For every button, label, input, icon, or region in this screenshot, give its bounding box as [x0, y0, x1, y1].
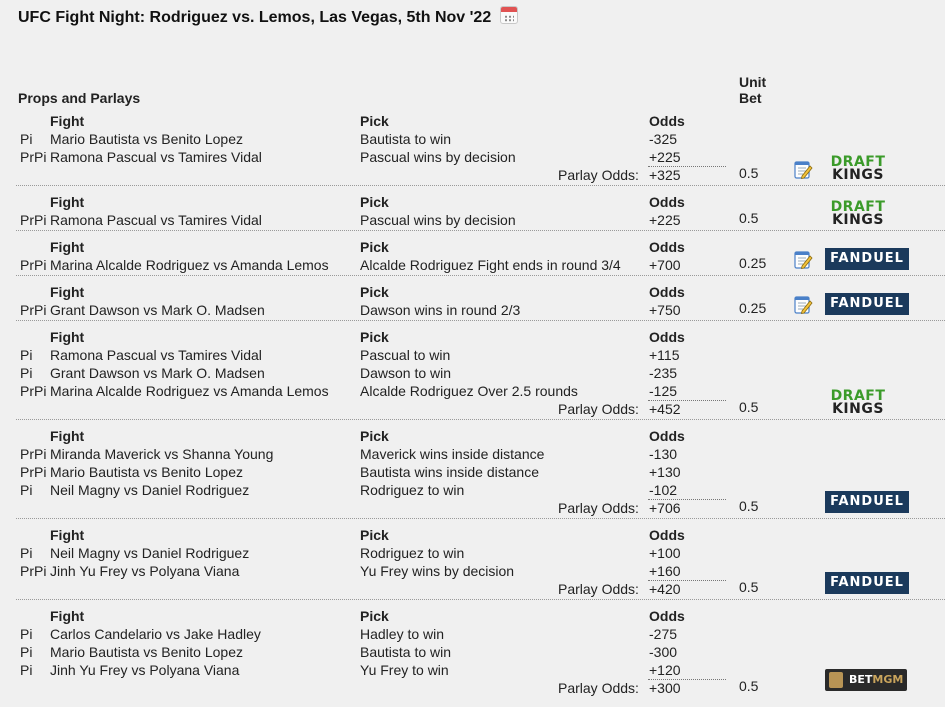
leg-pick: Bautista wins inside distance	[360, 464, 539, 480]
unit-bet-value: 0.5	[739, 678, 759, 694]
leg-pick: Hadley to win	[360, 626, 445, 642]
leg-fight: Marina Alcalde Rodriguez vs Amanda Lemos	[50, 257, 329, 273]
draftkings-logo-line2: KINGS	[832, 167, 884, 183]
block-separator	[16, 320, 945, 321]
column-header-fight: Fight	[50, 113, 85, 129]
leg-type: Pi	[20, 545, 33, 561]
leg-fight: Jinh Yu Frey vs Polyana Viana	[50, 563, 240, 579]
leg-odds: -102	[649, 482, 678, 498]
column-header-fight: Fight	[50, 428, 85, 444]
leg-fight: Grant Dawson vs Mark O. Madsen	[50, 365, 265, 381]
unit-bet-header-line1: Unit	[739, 74, 767, 90]
leg-type: Pi	[20, 131, 33, 147]
page-title	[18, 6, 518, 27]
column-header-odds: Odds	[649, 329, 685, 345]
section-title: Props and Parlays	[18, 90, 141, 106]
column-header-fight: Fight	[50, 527, 85, 543]
block-separator	[16, 230, 945, 231]
page-title-text: UFC Fight Night: Rodriguez vs. Lemos, Las Vegas, 5th Nov '22	[18, 9, 492, 26]
unit-bet-value: 0.25	[739, 300, 767, 316]
notepad-icon[interactable]	[793, 160, 813, 180]
fanduel-logo[interactable]: FANDUEL	[825, 491, 909, 513]
column-header-fight: Fight	[50, 608, 85, 624]
leg-pick: Bautista to win	[360, 131, 452, 147]
notepad-icon[interactable]	[793, 295, 813, 315]
leg-odds: -275	[649, 626, 678, 642]
draftkings-logo-line1: DRAFT	[830, 199, 886, 215]
calendar-icon	[500, 6, 518, 24]
parlay-odds-value: +325	[649, 167, 681, 183]
parlay-odds-label: Parlay Odds:	[558, 581, 639, 597]
leg-pick: Yu Frey wins by decision	[360, 563, 515, 579]
leg-fight: Ramona Pascual vs Tamires Vidal	[50, 347, 262, 363]
leg-pick: Pascual wins by decision	[360, 149, 516, 165]
leg-type: PrPi	[20, 212, 47, 228]
leg-fight: Mario Bautista vs Benito Lopez	[50, 131, 243, 147]
leg-odds: -125	[649, 383, 678, 399]
leg-fight: Neil Magny vs Daniel Rodriguez	[50, 545, 250, 561]
column-header-fight: Fight	[50, 329, 85, 345]
leg-pick: Yu Frey to win	[360, 662, 449, 678]
parlay-odds-label: Parlay Odds:	[558, 401, 639, 417]
unit-bet-value: 0.25	[739, 255, 767, 271]
leg-type: PrPi	[20, 563, 47, 579]
leg-odds: +120	[649, 662, 681, 678]
unit-bet-value: 0.5	[739, 498, 759, 514]
block-separator	[16, 518, 945, 519]
column-header-pick: Pick	[360, 113, 389, 129]
leg-pick: Alcalde Rodriguez Over 2.5 rounds	[360, 383, 578, 399]
leg-type: Pi	[20, 662, 33, 678]
column-header-odds: Odds	[649, 284, 685, 300]
leg-type: PrPi	[20, 257, 47, 273]
leg-odds: -130	[649, 446, 678, 462]
leg-type: Pi	[20, 644, 33, 660]
parlay-odds-value: +420	[649, 581, 681, 597]
notepad-icon[interactable]	[793, 250, 813, 270]
draftkings-logo[interactable]	[825, 201, 891, 229]
parlay-odds-value: +706	[649, 500, 681, 516]
leg-fight: Mario Bautista vs Benito Lopez	[50, 644, 243, 660]
column-header-pick: Pick	[360, 284, 389, 300]
parlay-odds-label: Parlay Odds:	[558, 680, 639, 696]
unit-bet-value: 0.5	[739, 210, 759, 226]
leg-fight: Miranda Maverick vs Shanna Young	[50, 446, 274, 462]
leg-fight: Mario Bautista vs Benito Lopez	[50, 464, 243, 480]
column-header-fight: Fight	[50, 284, 85, 300]
column-header-pick: Pick	[360, 239, 389, 255]
unit-bet-header-line2: Bet	[739, 90, 762, 106]
draftkings-logo-line1: DRAFT	[830, 388, 886, 404]
leg-type: PrPi	[20, 464, 47, 480]
leg-type: Pi	[20, 626, 33, 642]
betmgm-lion-icon	[829, 672, 843, 688]
column-header-fight: Fight	[50, 194, 85, 210]
draftkings-logo[interactable]	[825, 390, 891, 418]
unit-bet-value: 0.5	[739, 399, 759, 415]
unit-bet-value: 0.5	[739, 579, 759, 595]
draftkings-logo[interactable]	[825, 156, 891, 184]
parlay-odds-label: Parlay Odds:	[558, 500, 639, 516]
column-header-pick: Pick	[360, 428, 389, 444]
leg-type: PrPi	[20, 149, 47, 165]
unit-bet-header	[739, 74, 766, 106]
leg-fight: Ramona Pascual vs Tamires Vidal	[50, 212, 262, 228]
leg-fight: Neil Magny vs Daniel Rodriguez	[50, 482, 250, 498]
leg-type: PrPi	[20, 302, 47, 318]
leg-fight: Grant Dawson vs Mark O. Madsen	[50, 302, 265, 318]
column-header-odds: Odds	[649, 608, 685, 624]
leg-pick: Dawson to win	[360, 365, 452, 381]
leg-pick: Pascual to win	[360, 347, 451, 363]
column-header-odds: Odds	[649, 113, 685, 129]
column-header-pick: Pick	[360, 527, 389, 543]
draftkings-logo-line1: DRAFT	[830, 154, 886, 170]
leg-type: PrPi	[20, 383, 47, 399]
leg-odds: +100	[649, 545, 681, 561]
leg-pick: Rodriguez to win	[360, 545, 465, 561]
leg-pick: Rodriguez to win	[360, 482, 465, 498]
block-separator	[16, 275, 945, 276]
block-separator	[16, 185, 945, 186]
betmgm-logo-text1: BET	[849, 673, 873, 686]
leg-odds: -300	[649, 644, 678, 660]
leg-fight: Jinh Yu Frey vs Polyana Viana	[50, 662, 240, 678]
column-header-odds: Odds	[649, 194, 685, 210]
fanduel-logo[interactable]: FANDUEL	[825, 248, 909, 270]
leg-odds: +750	[649, 302, 681, 318]
leg-odds: +130	[649, 464, 681, 480]
block-separator	[16, 419, 945, 420]
leg-odds: -235	[649, 365, 678, 381]
leg-pick: Dawson wins in round 2/3	[360, 302, 521, 318]
column-header-pick: Pick	[360, 194, 389, 210]
column-header-pick: Pick	[360, 329, 389, 345]
leg-fight: Marina Alcalde Rodriguez vs Amanda Lemos	[50, 383, 329, 399]
leg-odds: +700	[649, 257, 681, 273]
leg-odds: +225	[649, 212, 681, 228]
leg-pick: Bautista to win	[360, 644, 452, 660]
parlay-odds-label: Parlay Odds:	[558, 167, 639, 183]
leg-odds: +115	[649, 347, 680, 363]
column-header-odds: Odds	[649, 527, 685, 543]
leg-fight: Ramona Pascual vs Tamires Vidal	[50, 149, 262, 165]
leg-pick: Maverick wins inside distance	[360, 446, 545, 462]
leg-type: Pi	[20, 482, 33, 498]
leg-fight: Carlos Candelario vs Jake Hadley	[50, 626, 261, 642]
parlay-odds-value: +300	[649, 680, 681, 696]
block-separator	[16, 599, 945, 600]
leg-odds: -325	[649, 131, 678, 147]
column-header-odds: Odds	[649, 428, 685, 444]
draftkings-logo-line2: KINGS	[832, 212, 884, 228]
leg-type: PrPi	[20, 446, 47, 462]
leg-odds: +160	[649, 563, 681, 579]
leg-pick: Alcalde Rodriguez Fight ends in round 3/4	[360, 257, 621, 273]
column-header-fight: Fight	[50, 239, 85, 255]
column-header-pick: Pick	[360, 608, 389, 624]
leg-pick: Pascual wins by decision	[360, 212, 516, 228]
column-header-odds: Odds	[649, 239, 685, 255]
leg-type: Pi	[20, 365, 33, 381]
fanduel-logo[interactable]: FANDUEL	[825, 572, 909, 594]
betmgm-logo-text2: MGM	[872, 673, 904, 686]
parlay-odds-value: +452	[649, 401, 681, 417]
unit-bet-value: 0.5	[739, 165, 759, 181]
leg-odds: +225	[649, 149, 681, 165]
draftkings-logo-line2: KINGS	[832, 401, 884, 417]
fanduel-logo[interactable]: FANDUEL	[825, 293, 909, 315]
leg-type: Pi	[20, 347, 33, 363]
betmgm-logo[interactable]	[825, 669, 907, 691]
